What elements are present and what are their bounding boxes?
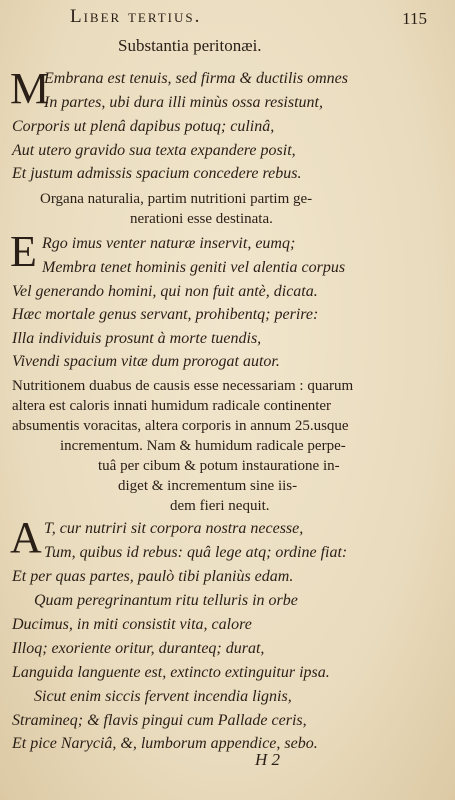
verse-line: Vivendi spacium vitæ dum prorogat autor. [12, 353, 280, 370]
verse-line: Rgo imus venter naturæ inservit, eumq; [42, 235, 296, 252]
verse-line: Languida languente est, extincto extinguitur ipsa. [12, 664, 330, 681]
prose-line: altera est caloris innati humidum radicale continenter [12, 398, 332, 414]
section-heading: Organa naturalia, partim nutritioni partim ge- [40, 191, 313, 207]
prose-line: dem fieri nequit. [170, 498, 270, 514]
verse-line: Ducimus, in miti consistit vita, calore [12, 616, 252, 633]
prose-line: incrementum. Nam & humidum radicale perpe- [60, 438, 346, 454]
verse-line: Et per quas partes, paulò tibi planiùs edam. [12, 568, 294, 585]
section-heading: nerationi esse destinata. [130, 211, 273, 227]
verse-line: Corporis ut plenâ dapibus potuq; culinâ, [12, 118, 275, 135]
prose-line: tuâ per cibum & potum instauratione in- [98, 458, 340, 474]
verse-line: Aut utero gravido sua texta expandere posit, [12, 142, 296, 159]
signature-mark: H 2 [255, 750, 281, 769]
verse-line: Embrana est tenuis, sed firma & ductilis omnes [44, 70, 348, 87]
verse-line: Sicut enim siccis fervent incendia lignis, [34, 688, 292, 705]
verse-line: Illoq; exoriente oritur, duranteq; durat, [12, 640, 265, 657]
prose-line: Nutritionem duabus de causis esse necessariam : quarum [12, 378, 354, 394]
prose-line: absumentis voracitas, altera corporis in annum 25.usque [12, 418, 349, 434]
page-number: 115 [402, 9, 427, 28]
dropcap-initial: M [10, 64, 50, 113]
verse-line: Hæc mortale genus servant, prohibentq; perire: [12, 306, 319, 323]
verse-line: In partes, ubi dura illi minùs ossa resistunt, [44, 94, 323, 111]
dropcap-initial: A [10, 513, 42, 562]
verse-line: Tum, quibus id rebus: quâ lege atq; ordine fiat: [44, 544, 348, 561]
verse-line: T, cur nutriri sit corpora nostra necesse, [44, 520, 304, 537]
verse-line: Quam peregrinantum ritu telluris in orbe [34, 592, 298, 609]
verse-line: Vel generando homini, qui non fuit antè, dicata. [12, 283, 318, 300]
section-heading: Substantia peritonæi. [118, 36, 262, 55]
verse-line: Membra tenet hominis geniti vel alentia corpus [42, 259, 346, 276]
verse-line: Et justum admissis spacium concedere rebus. [12, 165, 302, 182]
verse-line: Et pice Naryciâ, &, lumborum appendice, sebo. [12, 735, 318, 752]
dropcap-initial: E [10, 227, 37, 276]
prose-line: diget & incrementum sine iis- [118, 478, 298, 494]
verse-line: Stramineq; & flavis pingui cum Pallade ceris, [12, 712, 307, 729]
running-title: Liber tertius. [70, 6, 202, 27]
verse-line: Illa individuis prosunt à morte tuendis, [12, 330, 262, 347]
